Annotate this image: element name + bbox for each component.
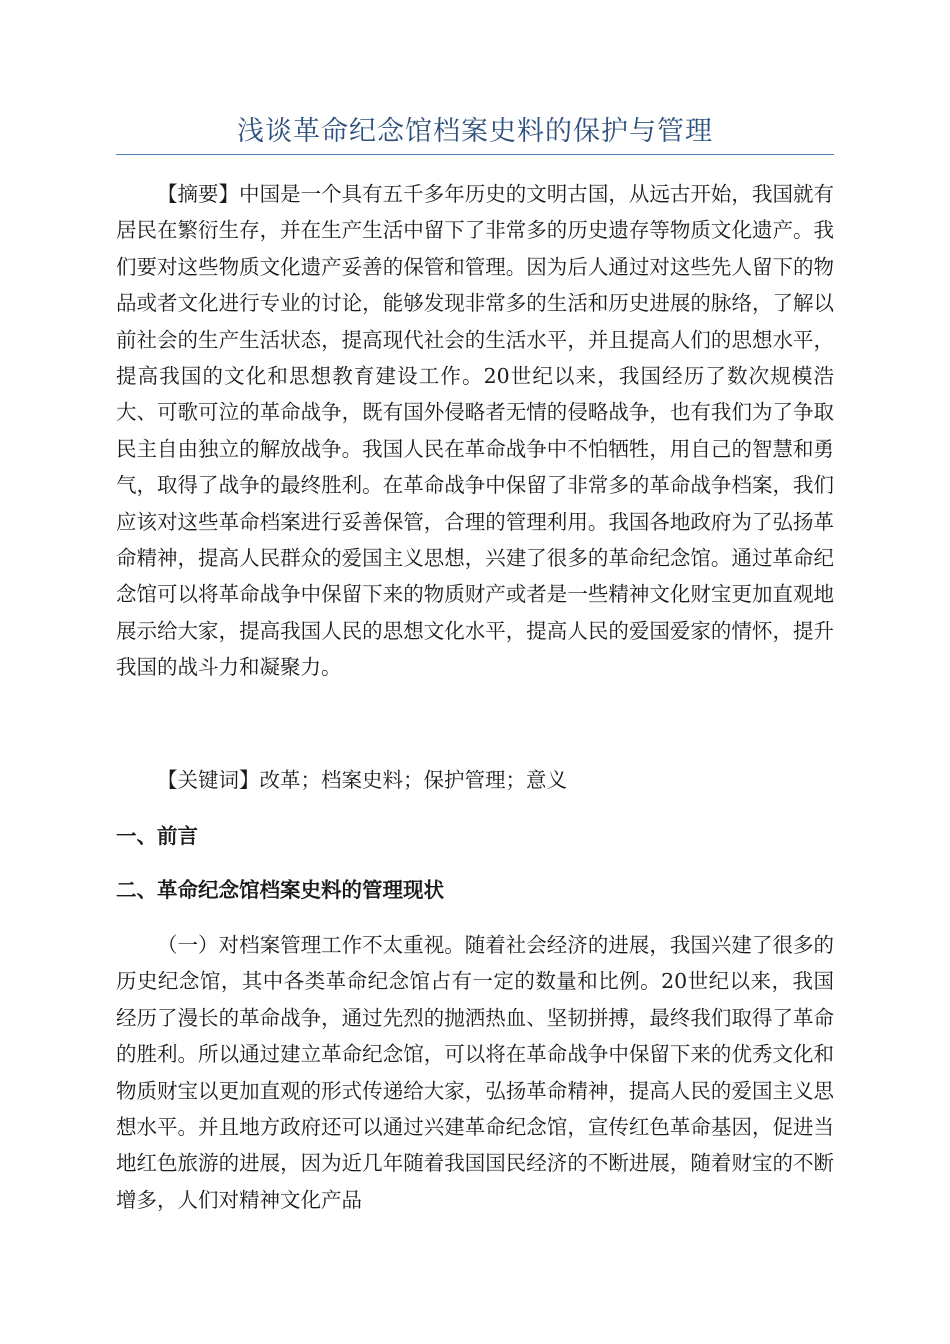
abstract-paragraph: 【摘要】中国是一个具有五千多年历史的文明古国，从远古开始，我国就有居民在繁衍生存，并在生产生活中留下了非常多的历史遗存等物质文化遗产。我们要对这些物质文化遗产妥善的保管和管理。因为后人通过对这些先人留下的物品或者文化进行专业的讨论，能够发现非常多的生活和历史进展的脉络，了解以前社会的生产生活状态，提高现代社会的生活水平，并且提高人们的思想水平，提高我国的文化和思想教育建设工作。20世纪以来，我国经历了数次规模浩大、可歌可泣的革命战争，既有国外侵略者无情的侵略战争，也有我们为了争取民主自由独立的解放战争。我国人民在革命战争中不怕牺牲，用自己的智慧和勇气，取得了战争的最终胜利。在革命战争中保留了非常多的革命战争档案，我们应该对这些革命档案进行妥善保管，合理的管理利用。我国各地政府为了弘扬革命精神，提高人民群众的爱国主义思想，兴建了很多的革命纪念馆。通过革命纪念馆可以将革命战争中保留下来的物质财产或者是一些精神文化财宝更加直观地展示给大家，提高我国人民的思想文化水平，提高人民的爱国爱家的情怀，提升我国的战斗力和凝聚力。 [116,182,834,680]
document-title: 浅谈革命纪念馆档案史料的保护与管理 [237,116,713,147]
keywords-line: 【关键词】改革；档案史料；保护管理；意义 [157,768,567,792]
section-heading-status: 二、革命纪念馆档案史料的管理现状 [116,878,444,902]
title-underline [116,154,834,155]
section-heading-preface: 一、前言 [116,824,198,848]
section-paragraph: （一）对档案管理工作不太重视。随着社会经济的进展，我国兴建了很多的历史纪念馆，其中各类革命纪念馆占有一定的数量和比例。20世纪以来，我国经历了漫长的革命战争，通过先烈的抛洒热血、坚韧拼搏，最终我们取得了革命的胜利。所以通过建立革命纪念馆，可以将在革命战争中保留下来的优秀文化和物质财宝以更加直观的形式传递给大家，弘扬革命精神，提高人民的爱国主义思想水平。并且地方政府还可以通过兴建革命纪念馆，宣传红色革命基因，促进当地红色旅游的进展，因为近几年随着我国国民经济的不断进展，随着财宝的不断增多，人们对精神文化产品 [116,933,834,1212]
